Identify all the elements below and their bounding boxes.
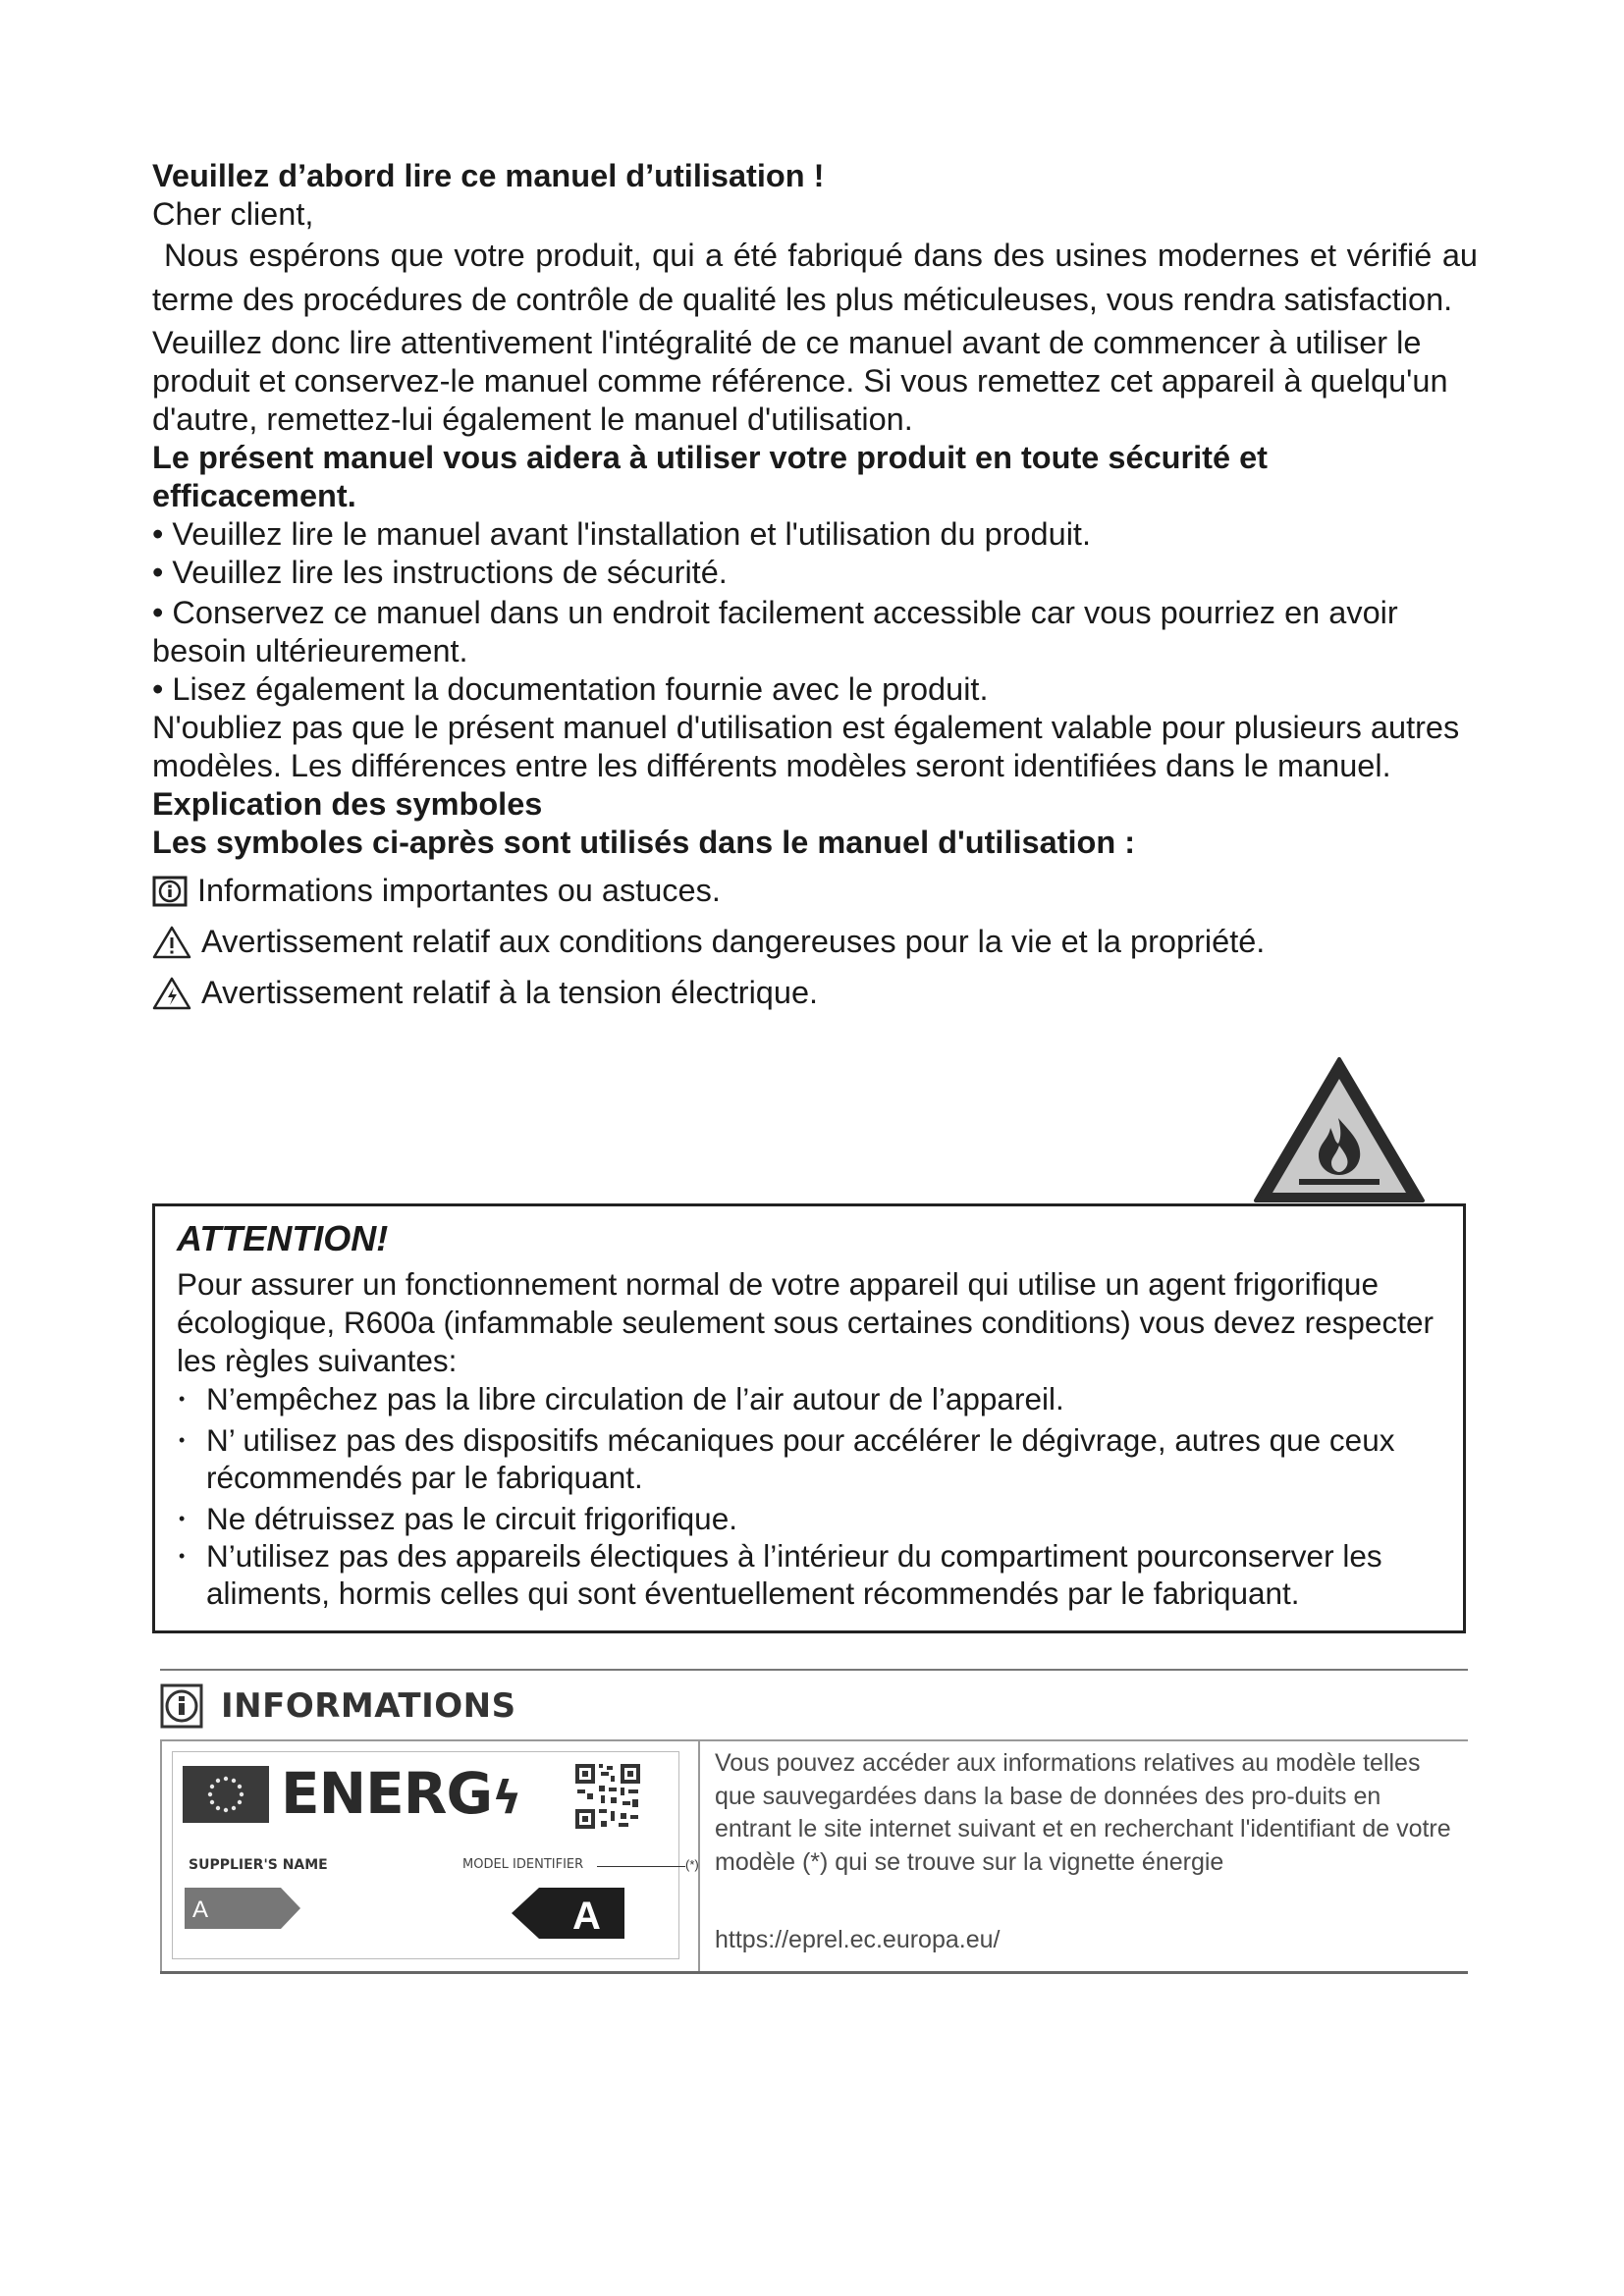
energy-class-arrow-right — [512, 1888, 624, 1939]
attention-box — [152, 1203, 1466, 1633]
energy-text: ENERG — [281, 1760, 493, 1827]
electric-warning-icon — [152, 977, 191, 1010]
qr-code-icon — [573, 1762, 642, 1831]
symbols-subheading: Les symboles ci-après sont utilisés dans le manuel d'utilisation : — [152, 825, 1136, 860]
bullet-dot: • — [179, 1430, 186, 1450]
attention-bullet — [177, 1537, 1463, 1612]
information-title: INFORMATIONS — [221, 1686, 516, 1726]
symbols-heading: Explication des symboles — [152, 786, 543, 822]
information-header — [160, 1682, 516, 1730]
arrow-line — [597, 1866, 685, 1867]
symbol-row-danger — [152, 923, 1478, 961]
energy-logo-text — [281, 1760, 520, 1827]
intro-paragraph-1: Nous espérons que votre produit, qui a été fabriqué dans des usines modernes et vérifié au terme des procédures de contrôle de qualité les plus méticuleuses, vous rendra satisfaction. — [152, 238, 1478, 317]
eprel-link[interactable]: https://eprel.ec.europa.eu/ — [715, 1926, 1001, 1953]
bullet-dot: • — [179, 1546, 186, 1566]
information-text: Vous pouvez accéder aux informations relatives au modèle telles que sauvegardées dans la base de données des pro-duits en entrant le site internet suivant et en recherchant l'identifiant de votre modèle (*) qui se trouve sur la vignette énergie — [715, 1749, 1451, 1876]
bullet-item: • Conservez ce manuel dans un endroit facilement accessible car vous pourriez en avoir besoin ultérieurement. — [152, 595, 1398, 668]
energy-class-right-text: A — [572, 1895, 601, 1938]
symbol-electric-text: Avertissement relatif à la tension électrique. — [201, 975, 819, 1010]
info-icon — [152, 876, 188, 907]
lightning-icon: ϟ — [492, 1771, 521, 1824]
divider — [160, 1739, 1468, 1741]
bullet-item: • Veuillez lire le manuel avant l'installation et l'utilisation du produit. — [152, 516, 1091, 552]
symbol-row-info — [152, 872, 1478, 910]
supplier-name-label: SUPPLIER'S NAME — [189, 1857, 328, 1873]
attention-title: ATTENTION! — [177, 1218, 389, 1258]
bullet-item: • Lisez également la documentation fournie avec le produit. — [152, 671, 989, 707]
attention-bullet-text: N’empêchez pas la libre circulation de l’air autour de l’appareil. — [206, 1381, 1064, 1416]
eu-flag-icon — [183, 1766, 269, 1823]
energy-class-arrow-left — [185, 1888, 302, 1929]
attention-bullet-text: N’ utilisez pas des dispositifs mécaniques pour accélérer le dégivrage, autres que ceux récommendés par le fabriquant. — [206, 1422, 1395, 1495]
divider — [698, 1739, 700, 1973]
attention-bullet — [177, 1500, 1463, 1537]
symbol-row-electric — [152, 974, 1478, 1012]
bullet-item: • Veuillez lire les instructions de sécurité. — [152, 555, 728, 590]
bold-statement: Le présent manuel vous aidera à utiliser votre produit en toute sécurité et efficacement. — [152, 440, 1268, 513]
information-panel — [160, 1669, 1468, 1973]
divider — [160, 1669, 1468, 1671]
info-icon — [160, 1683, 203, 1729]
intro-paragraph-3: N'oubliez pas que le présent manuel d'utilisation est également valable pour plusieurs autres modèles. Les différences entre les différents modèles seront identifiées dans le manuel. — [152, 710, 1460, 783]
divider — [160, 1739, 162, 1973]
energy-class-left-text: A — [192, 1896, 209, 1923]
flammable-warning-icon — [1252, 1055, 1427, 1204]
warning-triangle-icon — [152, 926, 191, 959]
intro-paragraph-2: Veuillez donc lire attentivement l'intégralité de ce manuel avant de commencer à utiliser le produit et conservez-le manuel comme référence. Si vous remettez cet appareil à quelqu'un d'autre, remettez-lui également le manuel d'utilisation. — [152, 325, 1448, 437]
energy-label — [172, 1751, 699, 1959]
symbol-info-text: Informations importantes ou astuces. — [197, 873, 721, 908]
model-marker: (*) — [685, 1857, 699, 1872]
divider — [160, 1971, 1468, 1974]
bullet-dot: • — [179, 1389, 186, 1409]
attention-bullet — [177, 1380, 1463, 1417]
attention-bullet — [177, 1421, 1463, 1496]
greeting: Cher client, — [152, 196, 314, 232]
attention-intro: Pour assurer un fonctionnement normal de votre appareil qui utilise un agent frigorifique écologique, R600a (infammable seulement sous certaines conditions) vous devez respecter les règles suivantes: — [177, 1266, 1434, 1378]
manual-page — [152, 157, 1478, 1012]
attention-bullet-text: N’utilisez pas des appareils électiques à l’intérieur du compartiment pourconserver les aliments, hormis celles qui sont éventuellement récommendés par le fabriquant. — [206, 1538, 1382, 1611]
attention-bullet-text: Ne détruissez pas le circuit frigorifique. — [206, 1501, 737, 1536]
bullet-dot: • — [179, 1509, 186, 1528]
symbol-danger-text: Avertissement relatif aux conditions dangereuses pour la vie et la propriété. — [201, 924, 1266, 959]
model-identifier-label: MODEL IDENTIFIER — [462, 1857, 584, 1872]
intro-heading: Veuillez d’abord lire ce manuel d’utilisation ! — [152, 158, 825, 193]
